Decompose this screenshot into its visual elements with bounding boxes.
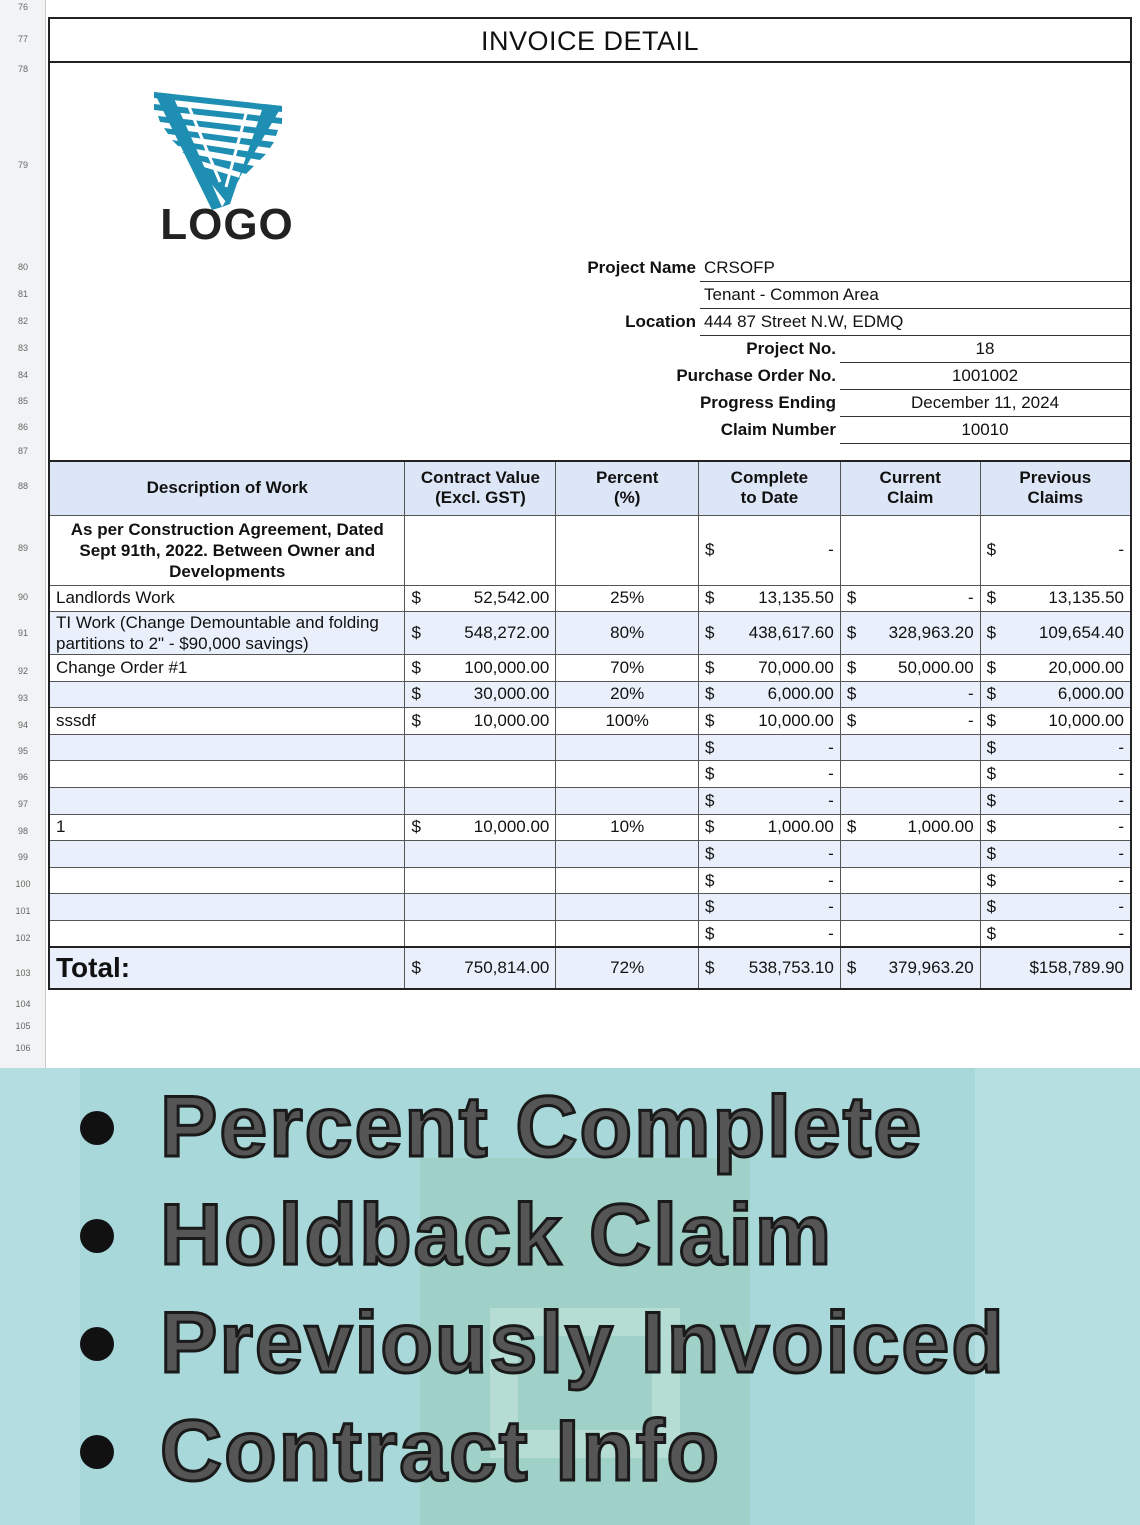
row-description[interactable]: Landlords Work xyxy=(49,585,405,612)
row-current-claim[interactable] xyxy=(840,761,980,788)
row-contract-value[interactable]: $ 10,000.00 xyxy=(405,708,556,735)
row-complete-to-date[interactable]: $ - xyxy=(699,894,841,921)
row-complete-to-date[interactable]: $ 6,000.00 xyxy=(699,681,841,708)
row-contract-value[interactable] xyxy=(405,841,556,868)
row-percent[interactable] xyxy=(556,921,699,948)
invoice-sheet xyxy=(46,0,1140,1068)
row-percent[interactable]: 10% xyxy=(556,814,699,841)
row-number[interactable]: 87 xyxy=(17,446,28,456)
row-description[interactable]: TI Work (Change Demountable and folding partitions to 2" - $90,000 savings) xyxy=(49,612,405,655)
total-contract: $ 750,814.00 xyxy=(405,947,556,989)
row-complete-to-date[interactable]: $ 70,000.00 xyxy=(699,655,841,682)
table-row xyxy=(49,655,1131,682)
table-row xyxy=(49,788,1131,815)
row-contract-value[interactable] xyxy=(405,894,556,921)
row-contract-value[interactable]: $ 100,000.00 xyxy=(405,655,556,682)
row-number[interactable]: 90 xyxy=(17,592,28,602)
row-description[interactable] xyxy=(49,894,405,921)
row-current-claim[interactable] xyxy=(840,867,980,894)
row-number[interactable]: 88 xyxy=(17,481,28,491)
row-number[interactable]: 79 xyxy=(17,160,28,170)
row-previous-claims[interactable]: $ - xyxy=(980,788,1131,815)
row-number[interactable]: 100 xyxy=(15,879,31,889)
row-percent[interactable] xyxy=(556,761,699,788)
row-description[interactable]: Change Order #1 xyxy=(49,655,405,682)
row-contract-value[interactable] xyxy=(405,734,556,761)
row-previous-claims[interactable]: $ - xyxy=(980,734,1131,761)
row-previous-claims[interactable]: $ 10,000.00 xyxy=(980,708,1131,735)
table-row xyxy=(49,612,1131,655)
claim-number-value: 10010 xyxy=(840,418,1130,444)
row-current-claim[interactable]: $ 1,000.00 xyxy=(840,814,980,841)
row-percent[interactable]: 70% xyxy=(556,655,699,682)
row-number[interactable]: 93 xyxy=(17,693,28,703)
row-current-claim[interactable] xyxy=(840,921,980,948)
table-row xyxy=(49,708,1131,735)
table-row xyxy=(49,734,1131,761)
row-complete-to-date[interactable]: $ 1,000.00 xyxy=(699,814,841,841)
row-complete-to-date[interactable]: $ - xyxy=(699,788,841,815)
bullet-dot-icon xyxy=(80,1219,114,1253)
feature-bullet: Contract Info xyxy=(80,1402,721,1501)
row-contract-value[interactable]: $ 10,000.00 xyxy=(405,814,556,841)
row-number[interactable]: 85 xyxy=(17,396,28,406)
invoice-table xyxy=(48,460,1132,990)
row-contract-value[interactable]: $ 548,272.00 xyxy=(405,612,556,655)
bullet-dot-icon xyxy=(80,1435,114,1469)
bullet-dot-icon xyxy=(80,1327,114,1361)
row-percent[interactable]: 80% xyxy=(556,612,699,655)
row-number[interactable]: 84 xyxy=(17,370,28,380)
row-description[interactable] xyxy=(49,734,405,761)
feature-bullet: Previously Invoiced xyxy=(80,1294,1006,1393)
row-number[interactable]: 103 xyxy=(15,968,31,978)
row-current-claim[interactable] xyxy=(840,894,980,921)
row-number[interactable]: 98 xyxy=(17,826,28,836)
project-no-value: 18 xyxy=(840,337,1130,363)
row-previous-claims[interactable]: $ - xyxy=(980,921,1131,948)
project-name-value: CRSOFP xyxy=(700,256,1130,282)
table-cell[interactable] xyxy=(556,515,699,585)
banner-decoration xyxy=(0,1068,80,1525)
row-number[interactable]: 77 xyxy=(17,34,28,44)
row-contract-value[interactable]: $ 52,542.00 xyxy=(405,585,556,612)
purchase-order-value: 1001002 xyxy=(840,364,1130,390)
project-no-label: Project No. xyxy=(746,339,836,358)
row-number[interactable]: 82 xyxy=(17,316,28,326)
row-previous-claims[interactable]: $ 109,654.40 xyxy=(980,612,1131,655)
row-current-claim[interactable] xyxy=(840,734,980,761)
row-description[interactable] xyxy=(49,681,405,708)
row-contract-value[interactable] xyxy=(405,867,556,894)
progress-ending-value: December 11, 2024 xyxy=(840,391,1130,417)
row-previous-claims[interactable]: $ 20,000.00 xyxy=(980,655,1131,682)
table-row xyxy=(49,585,1131,612)
table-cell[interactable]: $ - xyxy=(699,515,841,585)
row-description[interactable]: sssdf xyxy=(49,708,405,735)
header-percent: Percent (%) xyxy=(556,461,699,515)
row-number[interactable]: 91 xyxy=(17,628,28,638)
project-name-label: Project Name xyxy=(587,258,696,277)
row-percent[interactable] xyxy=(556,867,699,894)
row-percent[interactable] xyxy=(556,788,699,815)
row-previous-claims[interactable]: $ - xyxy=(980,761,1131,788)
row-current-claim[interactable]: $ - xyxy=(840,585,980,612)
row-number[interactable]: 86 xyxy=(17,422,28,432)
row-complete-to-date[interactable]: $ - xyxy=(699,921,841,948)
row-number[interactable]: 92 xyxy=(17,666,28,676)
row-number[interactable]: 83 xyxy=(17,343,28,353)
row-description[interactable] xyxy=(49,841,405,868)
row-description[interactable] xyxy=(49,788,405,815)
row-number[interactable]: 104 xyxy=(15,999,31,1009)
header-description: Description of Work xyxy=(49,461,405,515)
total-complete: $ 538,753.10 xyxy=(699,947,841,989)
row-number[interactable]: 105 xyxy=(15,1021,31,1031)
agreement-description[interactable]: As per Construction Agreement, Dated Sept 91th, 2022. Between Owner and Developments xyxy=(49,515,405,585)
row-complete-to-date[interactable]: $ 438,617.60 xyxy=(699,612,841,655)
row-description[interactable]: 1 xyxy=(49,814,405,841)
header-complete-to-date: Complete to Date xyxy=(699,461,841,515)
row-current-claim[interactable]: $ 50,000.00 xyxy=(840,655,980,682)
purchase-order-label: Purchase Order No. xyxy=(676,366,836,385)
row-description[interactable] xyxy=(49,921,405,948)
row-number[interactable]: 94 xyxy=(17,720,28,730)
row-complete-to-date[interactable]: $ 10,000.00 xyxy=(699,708,841,735)
row-percent[interactable] xyxy=(556,894,699,921)
row-number[interactable]: 95 xyxy=(17,746,28,756)
table-header-row xyxy=(49,461,1131,515)
row-previous-claims[interactable]: $ - xyxy=(980,894,1131,921)
agreement-row xyxy=(49,515,1131,585)
row-percent[interactable]: 25% xyxy=(556,585,699,612)
feature-banner xyxy=(0,1068,1140,1525)
row-number-gutter xyxy=(0,0,46,1068)
row-current-claim[interactable] xyxy=(840,788,980,815)
row-previous-claims[interactable]: $ - xyxy=(980,867,1131,894)
progress-ending-label: Progress Ending xyxy=(699,393,836,412)
row-previous-claims[interactable]: $ 13,135.50 xyxy=(980,585,1131,612)
row-percent[interactable] xyxy=(556,734,699,761)
row-complete-to-date[interactable]: $ - xyxy=(699,761,841,788)
table-row xyxy=(49,814,1131,841)
tenant-value: Tenant - Common Area xyxy=(700,283,1130,309)
row-contract-value[interactable]: $ 30,000.00 xyxy=(405,681,556,708)
logo-text: LOGO xyxy=(160,200,294,249)
header-current-claim: Current Claim xyxy=(840,461,980,515)
bullet-dot-icon xyxy=(80,1111,114,1145)
row-percent[interactable]: 100% xyxy=(556,708,699,735)
row-number[interactable]: 81 xyxy=(17,289,28,299)
row-number[interactable]: 102 xyxy=(15,933,31,943)
row-percent[interactable] xyxy=(556,841,699,868)
total-row xyxy=(49,947,1131,989)
row-number[interactable]: 99 xyxy=(17,852,28,862)
row-complete-to-date[interactable]: $ - xyxy=(699,734,841,761)
row-current-claim[interactable] xyxy=(840,841,980,868)
row-number[interactable]: 106 xyxy=(15,1043,31,1053)
total-previous: $158,789.90 xyxy=(980,947,1131,989)
table-row xyxy=(49,681,1131,708)
header-contract-value: Contract Value (Excl. GST) xyxy=(405,461,556,515)
table-row xyxy=(49,921,1131,948)
row-complete-to-date[interactable]: $ 13,135.50 xyxy=(699,585,841,612)
row-previous-claims[interactable]: $ 6,000.00 xyxy=(980,681,1131,708)
table-row xyxy=(49,894,1131,921)
row-current-claim[interactable]: $ - xyxy=(840,708,980,735)
row-number[interactable]: 76 xyxy=(17,2,28,12)
row-current-claim[interactable]: $ - xyxy=(840,681,980,708)
table-cell[interactable]: $ - xyxy=(980,515,1131,585)
row-current-claim[interactable]: $ 328,963.20 xyxy=(840,612,980,655)
table-cell[interactable] xyxy=(840,515,980,585)
total-percent: 72% xyxy=(556,947,699,989)
feature-bullet: Holdback Claim xyxy=(80,1186,833,1285)
table-row xyxy=(49,867,1131,894)
invoice-title: INVOICE DETAIL xyxy=(48,17,1132,63)
row-percent[interactable]: 20% xyxy=(556,681,699,708)
row-number[interactable]: 89 xyxy=(17,543,28,553)
total-label: Total: xyxy=(49,947,405,989)
table-row xyxy=(49,841,1131,868)
row-number[interactable]: 78 xyxy=(17,64,28,74)
row-number[interactable]: 80 xyxy=(17,262,28,272)
location-label: Location xyxy=(625,312,696,331)
row-complete-to-date[interactable]: $ - xyxy=(699,867,841,894)
row-contract-value[interactable] xyxy=(405,921,556,948)
row-contract-value[interactable] xyxy=(405,788,556,815)
row-previous-claims[interactable]: $ - xyxy=(980,814,1131,841)
table-cell[interactable] xyxy=(405,515,556,585)
table-row xyxy=(49,761,1131,788)
row-complete-to-date[interactable]: $ - xyxy=(699,841,841,868)
row-number[interactable]: 97 xyxy=(17,799,28,809)
total-current: $ 379,963.20 xyxy=(840,947,980,989)
row-contract-value[interactable] xyxy=(405,761,556,788)
header-previous-claims: Previous Claims xyxy=(980,461,1131,515)
row-number[interactable]: 96 xyxy=(17,772,28,782)
claim-number-label: Claim Number xyxy=(720,420,836,439)
row-previous-claims[interactable]: $ - xyxy=(980,841,1131,868)
row-description[interactable] xyxy=(49,761,405,788)
location-value: 444 87 Street N.W, EDMQ xyxy=(700,310,1130,336)
row-number[interactable]: 101 xyxy=(15,906,31,916)
row-description[interactable] xyxy=(49,867,405,894)
feature-bullet: Percent Complete xyxy=(80,1078,923,1177)
